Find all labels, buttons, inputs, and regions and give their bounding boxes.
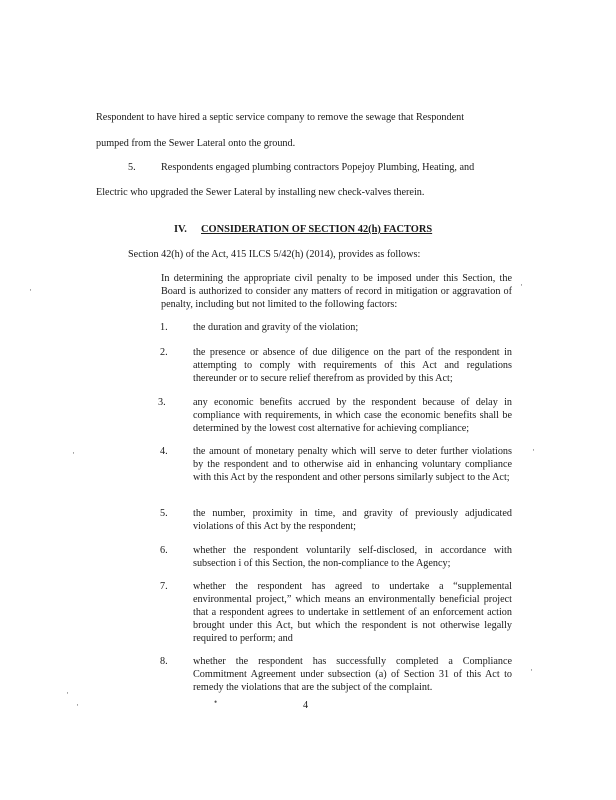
section-intro: Section 42(h) of the Act, 415 ILCS 5/42(h) (2014), provides as follows:	[128, 249, 421, 260]
factor-number: 4.	[160, 446, 168, 457]
scan-speck: ·	[520, 280, 523, 290]
factor-number: 3.	[158, 397, 166, 408]
scan-speck: ·	[532, 445, 535, 455]
scan-speck: ·	[29, 285, 32, 295]
paragraph-number: 5.	[128, 162, 136, 173]
body-line-1: Respondent to have hired a septic service company to remove the sewage that Respondent	[96, 112, 465, 123]
factor-text: the presence or absence of due diligence on the part of the respondent in attempting to comply with requirements of this Act and regulations thereunder or to secure relief therefrom as provided by this Act;	[193, 347, 512, 384]
scan-speck: ·	[66, 688, 69, 698]
factor-text: whether the respondent has successfully completed a Compliance Commitment Agreement under subsection (a) of Section 31 of this Act to remedy the violations that are the subject of the complaint.	[193, 656, 512, 693]
section-heading-text: CONSIDERATION OF SECTION 42(h) FACTORS	[201, 224, 433, 235]
factor-number: 6.	[160, 545, 168, 556]
section-heading-number: IV.	[174, 224, 187, 235]
factor-number: 5.	[160, 508, 168, 519]
factor-number: 2.	[160, 347, 168, 358]
body-line-4: Electric who upgraded the Sewer Lateral by installing new check-valves therein.	[96, 187, 425, 198]
scan-speck: •	[214, 697, 218, 707]
factor-number: 8.	[160, 656, 168, 667]
body-line-3: Respondents engaged plumbing contractors Popejoy Plumbing, Heating, and	[161, 162, 475, 173]
page-number: 4	[303, 700, 309, 711]
section-heading-title	[201, 224, 432, 235]
body-line-2: pumped from the Sewer Lateral onto the ground.	[96, 138, 296, 149]
factor-text: the duration and gravity of the violation;	[193, 322, 359, 333]
scan-speck: ·	[76, 700, 79, 710]
factor-text: the amount of monetary penalty which will serve to deter further violations by the respondent and to otherwise aid in enhancing voluntary compliance with this Act by the respondent and other persons similarly subject to the Act;	[193, 446, 512, 483]
factor-text: whether the respondent voluntarily self-disclosed, in accordance with subsection i of this Section, the non-compliance to the Agency;	[193, 545, 512, 569]
scan-speck: ·	[72, 448, 75, 458]
quoted-intro: In determining the appropriate civil penalty to be imposed under this Section, the Board is authorized to consider any matters of record in mitigation or aggravation of penalty, including but not limited to the following factors:	[161, 273, 512, 310]
factor-number: 7.	[160, 581, 168, 592]
factor-text: whether the respondent has agreed to undertake a “supplemental environmental project,” which means an environmentally beneficial project that a respondent agrees to undertake in settlement of an enforcement action brought under this Act, but which the respondent is not otherwise legally required to perform; and	[193, 581, 512, 644]
factor-text: the number, proximity in time, and gravity of previously adjudicated violations of this Act by the respondent;	[193, 508, 512, 532]
factor-text: any economic benefits accrued by the respondent because of delay in compliance with requirements, in which case the economic benefits shall be determined by the lowest cost alternative for achieving compliance;	[193, 397, 512, 434]
factor-number: 1.	[160, 322, 168, 333]
scan-speck: ·	[530, 665, 533, 675]
